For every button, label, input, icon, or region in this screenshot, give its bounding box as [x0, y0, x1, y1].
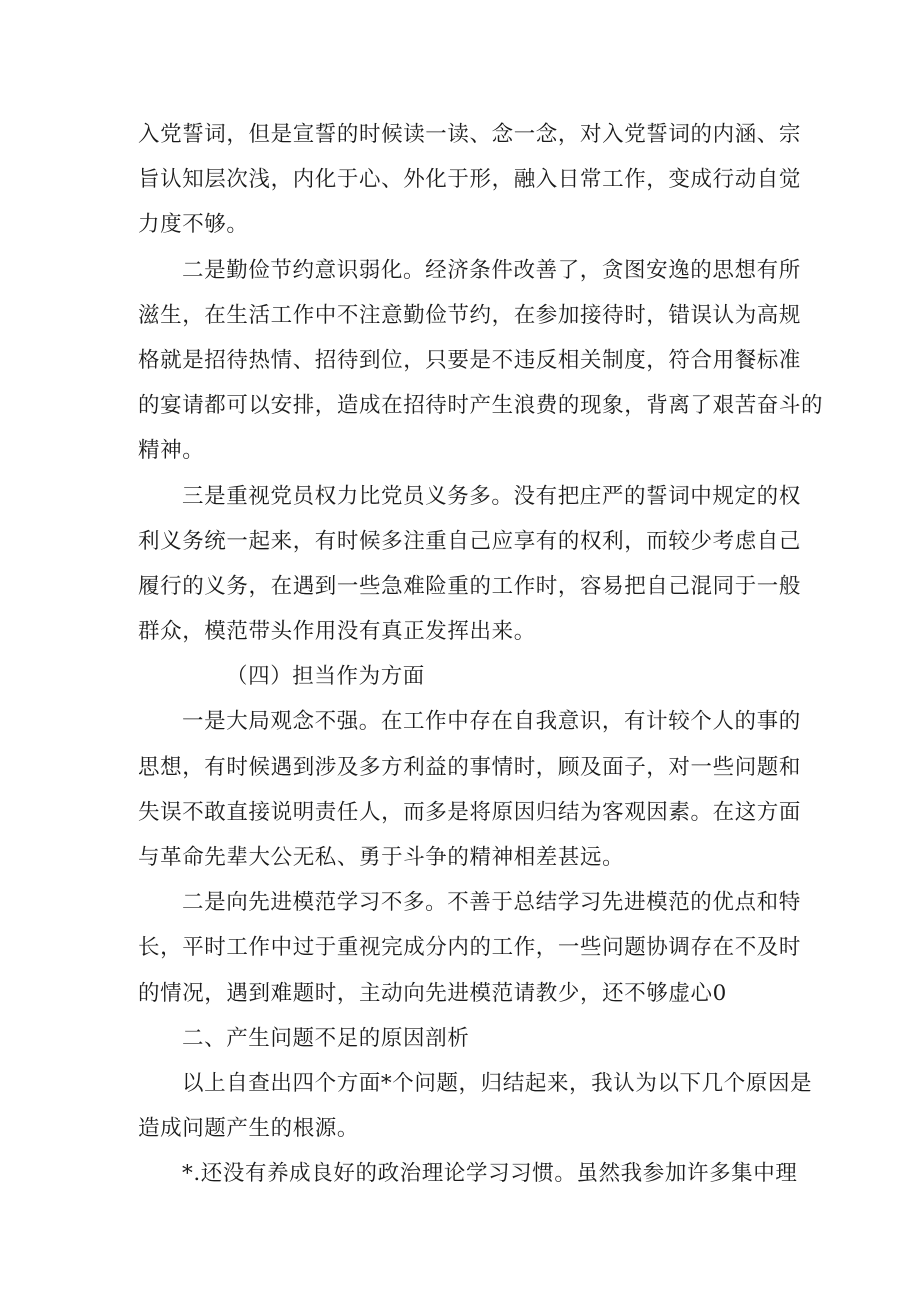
text-line: 的宴请都可以安排，造成在招待时产生浪费的现象，背离了艰苦奋斗的	[138, 393, 824, 419]
text-line: 滋生，在生活工作中不注意勤俭节约，在参加接待时，错误认为高规	[138, 302, 802, 328]
text-line: 与革命先辈大公无私、勇于斗争的精神相差甚远。	[138, 845, 625, 870]
text-line: 旨认知层次浅，内化于心、外化于形，融入日常工作，变成行动自觉	[138, 167, 802, 193]
text-line: 入党誓词，但是宣誓的时候读一读、念一念，对入党誓词的内涵、宗	[138, 122, 802, 147]
text-line: 格就是招待热情、招待到位，只要是不违反相关制度，符合用餐标准	[138, 347, 802, 373]
paragraph-start: *.还没有养成良好的政治理论学习习惯。虽然我参加许多集中理	[182, 1161, 798, 1187]
text-line: 长，平时工作中过于重视完成分内的工作，一些问题协调存在不及时	[138, 935, 802, 961]
paragraph-start: 三是重视党员权力比党员义务多。没有把庄严的誓词中规定的权	[182, 483, 801, 509]
paragraph-start: 一是大局观念不强。在工作中存在自我意识，有计较个人的事的	[182, 709, 801, 735]
paragraph-start: 以上自查出四个方面*个问题，归结起来，我认为以下几个原因是	[182, 1070, 813, 1096]
paragraph-start: 二是向先进模范学习不多。不善于总结学习先进模范的优点和特	[182, 890, 801, 916]
text-line: 履行的义务，在遇到一些急难险重的工作时，容易把自己混同于一般	[138, 573, 802, 599]
text-line: 造成问题产生的根源。	[138, 1116, 360, 1142]
section-heading: （四）担当作为方面	[226, 664, 425, 690]
text-line: 利义务统一起来，有时候多注重自己应享有的权利，而较少考虑自己	[138, 528, 802, 554]
text-line: 群众，模范带头作用没有真正发挥出来。	[138, 619, 536, 645]
text-line: 力度不够。	[138, 212, 249, 238]
paragraph-start: 二是勤俭节约意识弱化。经济条件改善了，贪图安逸的思想有所	[182, 257, 801, 283]
text-line: 思想，有时候遇到涉及多方利益的事情时，顾及面子，对一些问题和	[138, 754, 802, 780]
text-line: 的情况，遇到难题时，主动向先进模范请教少，还不够虚心0	[138, 980, 727, 1006]
text-line: 失误不敢直接说明责任人，而多是将原因归结为客观因素。在这方面	[138, 799, 802, 825]
body-text	[138, 112, 824, 1197]
text-line: 精神。	[138, 438, 205, 464]
section-heading: 二、产生问题不足的原因剖析	[182, 1025, 470, 1051]
